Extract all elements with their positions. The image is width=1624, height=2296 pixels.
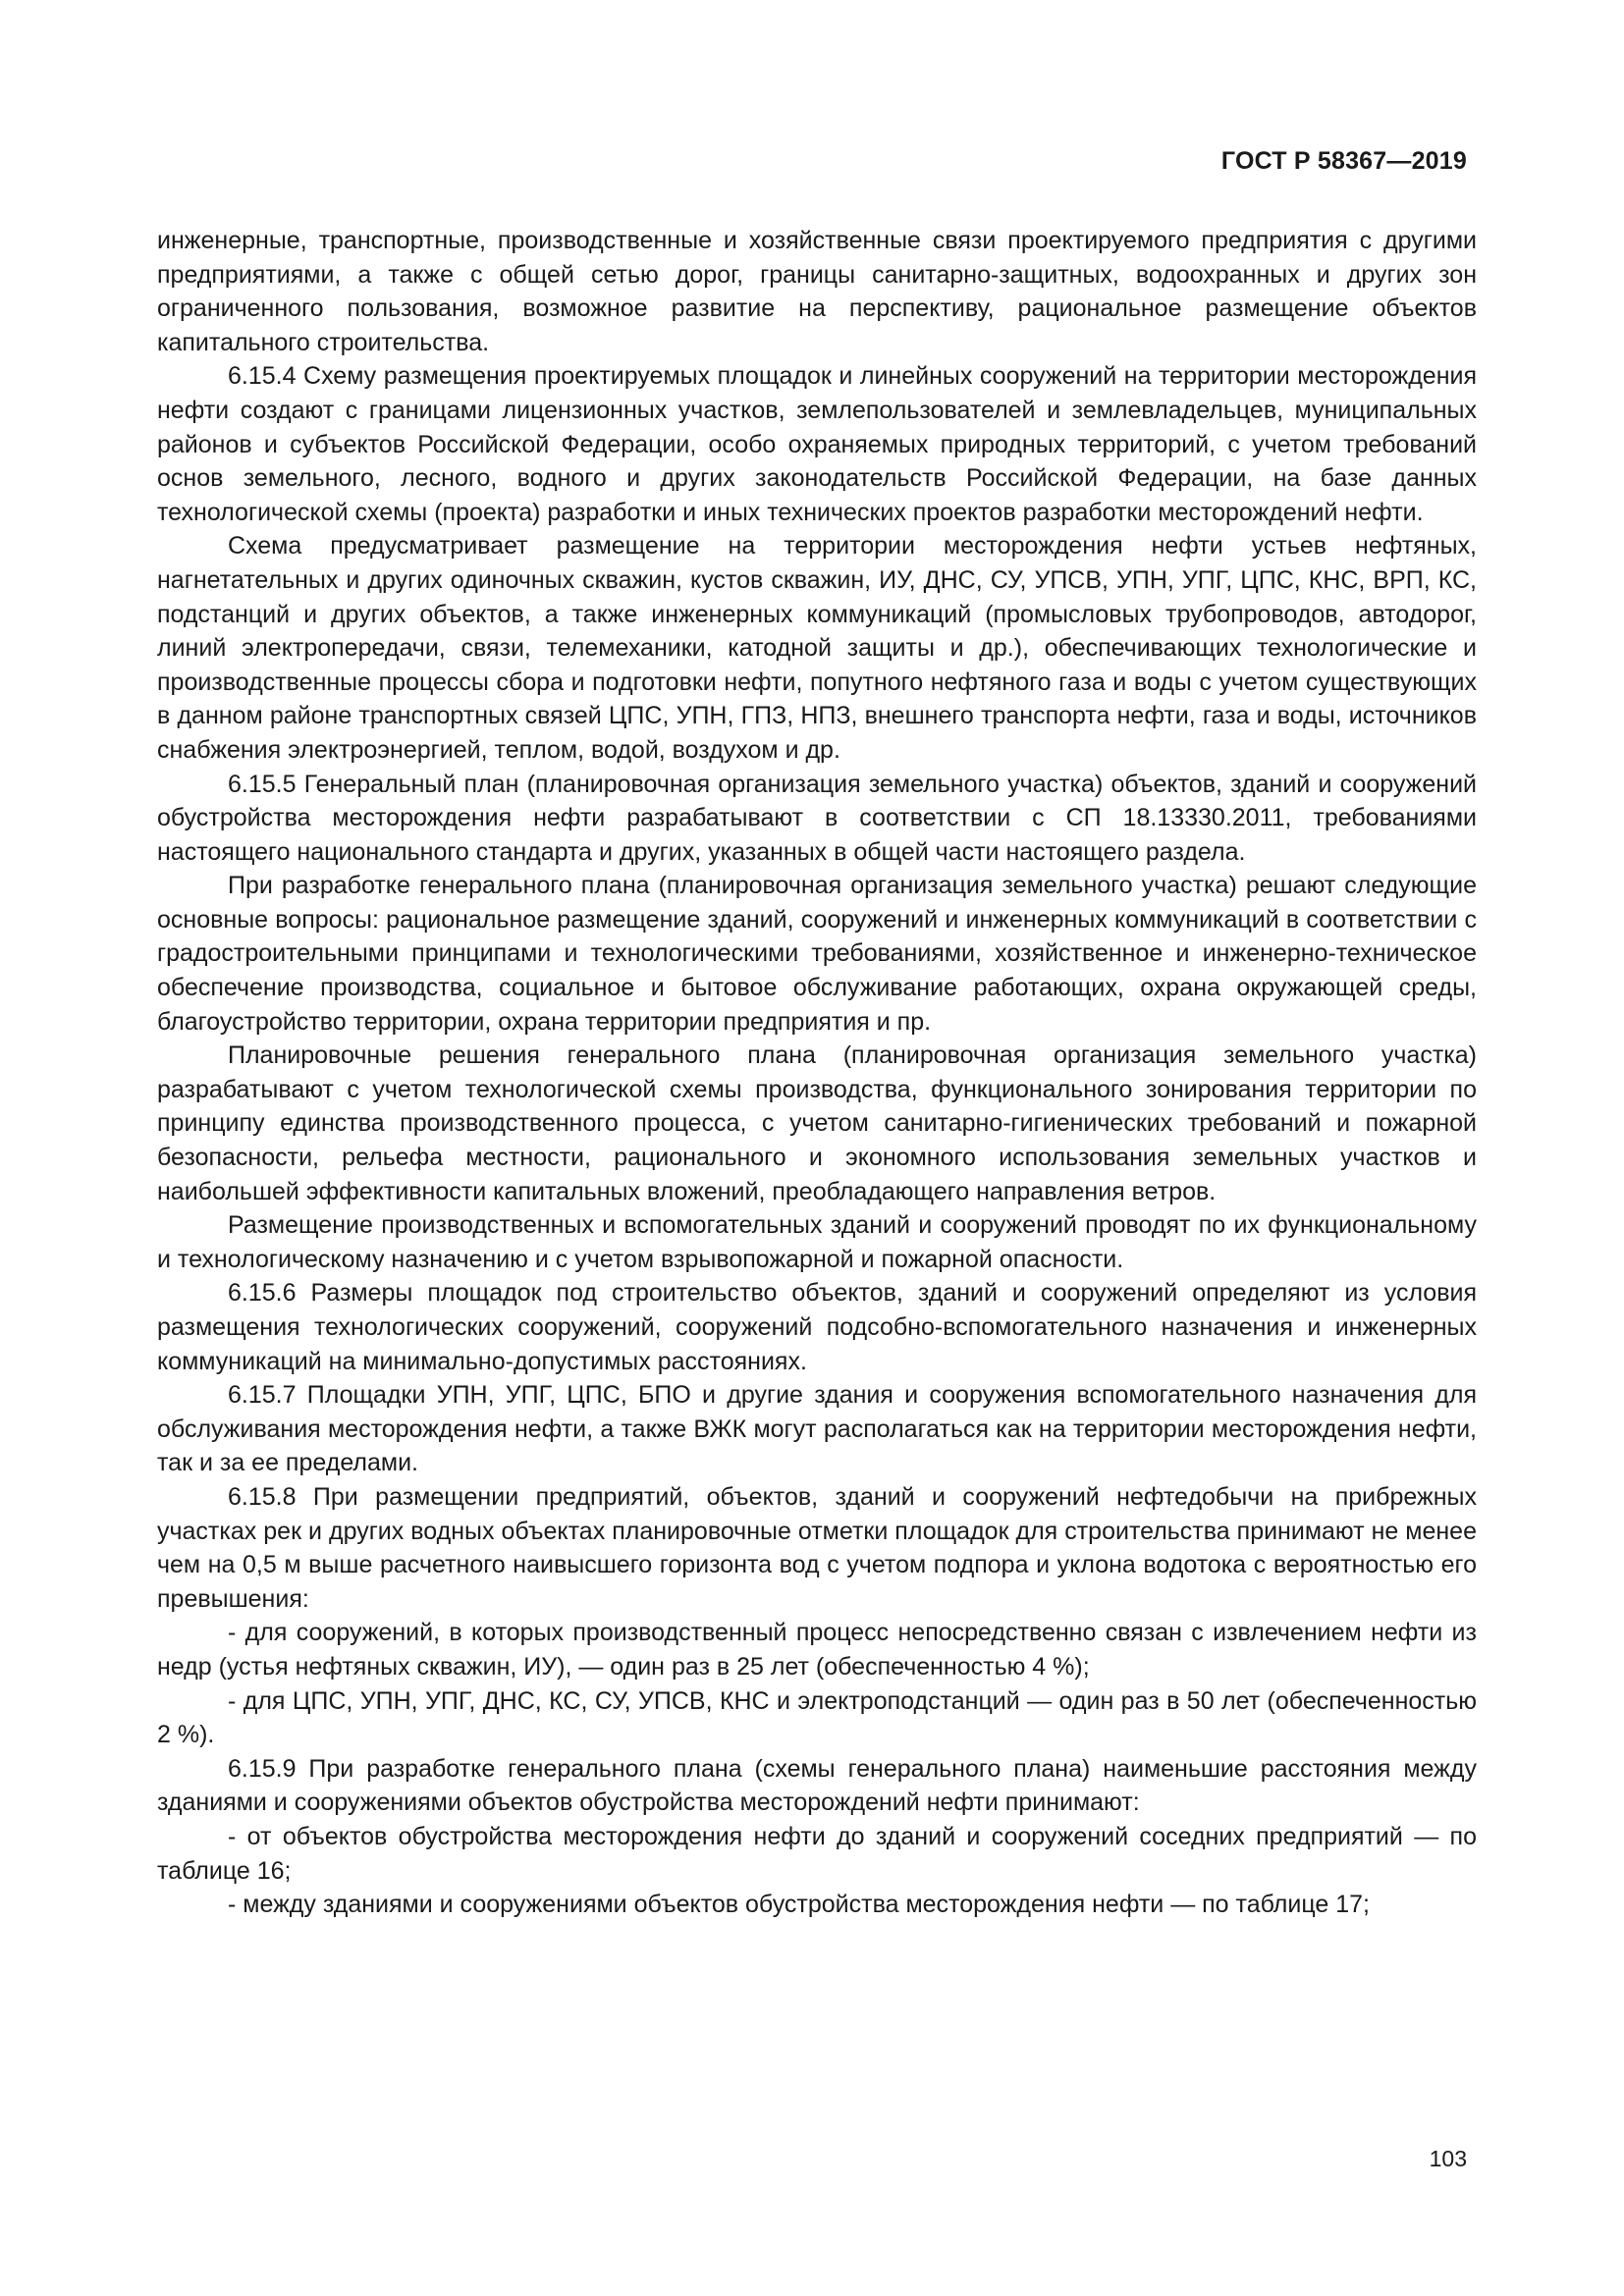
paragraph-6-15-5: 6.15.5 Генеральный план (планировочная организация земельного участка) объектов, зданий и сооружений обустройства месторождения нефти разрабатывают в соответствии с СП 18.13330.2011, требованиями настоящего национального стандарта и других, указанных в общей части настоящего раздела. bbox=[157, 770, 1477, 866]
page-number: 103 bbox=[1429, 2146, 1467, 2171]
paragraph-planning-decisions: Планировочные решения генерального плана (планировочная организация земельного участка) разрабатывают с учетом технологической схемы производства, функционального зонирования территории по принципу единства производственного процесса, с учетом санитарно-гигиенических требований и пожарной безопасности, рельефа местности, рационального и экономного использования земельных участков и наибольшей эффективности капитальных вложений, преобладающего направления ветров. bbox=[157, 1041, 1477, 1205]
list-item: - для ЦПС, УПН, УПГ, ДНС, КС, СУ, УПСВ, КНС и электроподстанций — один раз в 50 лет (обеспеченностью 2 %). bbox=[157, 1686, 1477, 1749]
paragraph-6-15-8: 6.15.8 При размещении предприятий, объектов, зданий и сооружений нефтедобычи на прибрежных участках рек и других водных объектах планировочные отметки площадок для строительства принимают не менее чем на 0,5 м выше расчетного наивысшего горизонта вод с учетом подпора и уклона водотока с вероятностью его превышения: bbox=[157, 1482, 1477, 1613]
list-item: - для сооружений, в которых производственный процесс непосредственно связан с извлечением нефти из недр (устья нефтяных скважин, ИУ), — один раз в 25 лет (обеспеченностью 4 %); bbox=[157, 1619, 1477, 1681]
list-item: - от объектов обустройства месторождения нефти до зданий и сооружений соседних предприятий — по таблице 16; bbox=[157, 1822, 1477, 1885]
document-code: ГОСТ Р 58367—2019 bbox=[1220, 147, 1467, 175]
paragraph-continuation: инженерные, транспортные, производственные и хозяйственные связи проектируемого предприятия с другими предприятиями, а также с общей сетью дорог, границы санитарно-защитных, водоохранных и других зон ограниченного пользования, возможное развитие на перспективу, рациональное размещение объектов капитального строительства. bbox=[157, 227, 1477, 356]
paragraph-6-15-6: 6.15.6 Размеры площадок под строительство объектов, зданий и сооружений определяют из условия размещения технологических сооружений, сооружений подсобно-вспомогательного назначения и инженерных коммуникаций на минимально-допустимых расстояниях. bbox=[157, 1279, 1477, 1375]
paragraph-placement: Размещение производственных и вспомогательных зданий и сооружений проводят по их функциональному и технологическому назначению и с учетом взрывопожарной и пожарной опасности. bbox=[157, 1211, 1477, 1273]
body-text bbox=[157, 224, 1477, 1922]
list-item: - между зданиями и сооружениями объектов обустройства месторождения нефти — по таблице 17; bbox=[228, 1891, 1370, 1919]
paragraph-scheme: Схема предусматривает размещение на территории месторождения нефти устьев нефтяных, нагнетательных и других одиночных скважин, кустов скважин, ИУ, ДНС, СУ, УПСВ, УПН, УПГ, ЦПС, КНС, ВРП, КС, подстанций и других объектов, а также инженерных коммуникаций (промысловых трубопроводов, автодорог, линий электропередачи, связи, телемеханики, катодной защиты и др.), обеспечивающих технологические и производственные процессы сбора и подготовки нефти, попутного нефтяного газа и воды с учетом существующих в данном районе транспортных связей ЦПС, УПН, ГПЗ, НПЗ, внешнего транспорта нефти, газа и воды, источников снабжения электроэнергией, теплом, водой, воздухом и др. bbox=[157, 532, 1477, 764]
paragraph-6-15-4: 6.15.4 Схему размещения проектируемых площадок и линейных сооружений на территории месторождения нефти создают с границами лицензионных участков, землепользователей и землевладельцев, муниципальных районов и субъектов Российской Федерации, особо охраняемых природных территорий, с учетом требований основ земельного, лесного, водного и других законодательств Российской Федерации, на базе данных технологической схемы (проекта) разработки и иных технических проектов разработки месторождений нефти. bbox=[157, 362, 1477, 526]
paragraph-6-15-7: 6.15.7 Площадки УПН, УПГ, ЦПС, БПО и другие здания и сооружения вспомогательного назначения для обслуживания месторождения нефти, а также ВЖК могут располагаться как на территории месторождения нефти, так и за ее пределами. bbox=[157, 1381, 1477, 1477]
paragraph-6-15-9: 6.15.9 При разработке генерального плана (схемы генерального плана) наименьшие расстояния между зданиями и сооружениями объектов обустройства месторождений нефти принимают: bbox=[157, 1754, 1477, 1817]
paragraph-general-plan-questions: При разработке генерального плана (планировочная организация земельного участка) решают следующие основные вопросы: рациональное размещение зданий, сооружений и инженерных коммуникаций в соответствии с градостроительными принципами и технологическими требованиями, хозяйственное и инженерно-техническое обеспечение производства, социальное и бытовое обслуживание работающих, охрана окружающей среды, благоустройство территории, охрана территории предприятия и пр. bbox=[157, 872, 1477, 1036]
